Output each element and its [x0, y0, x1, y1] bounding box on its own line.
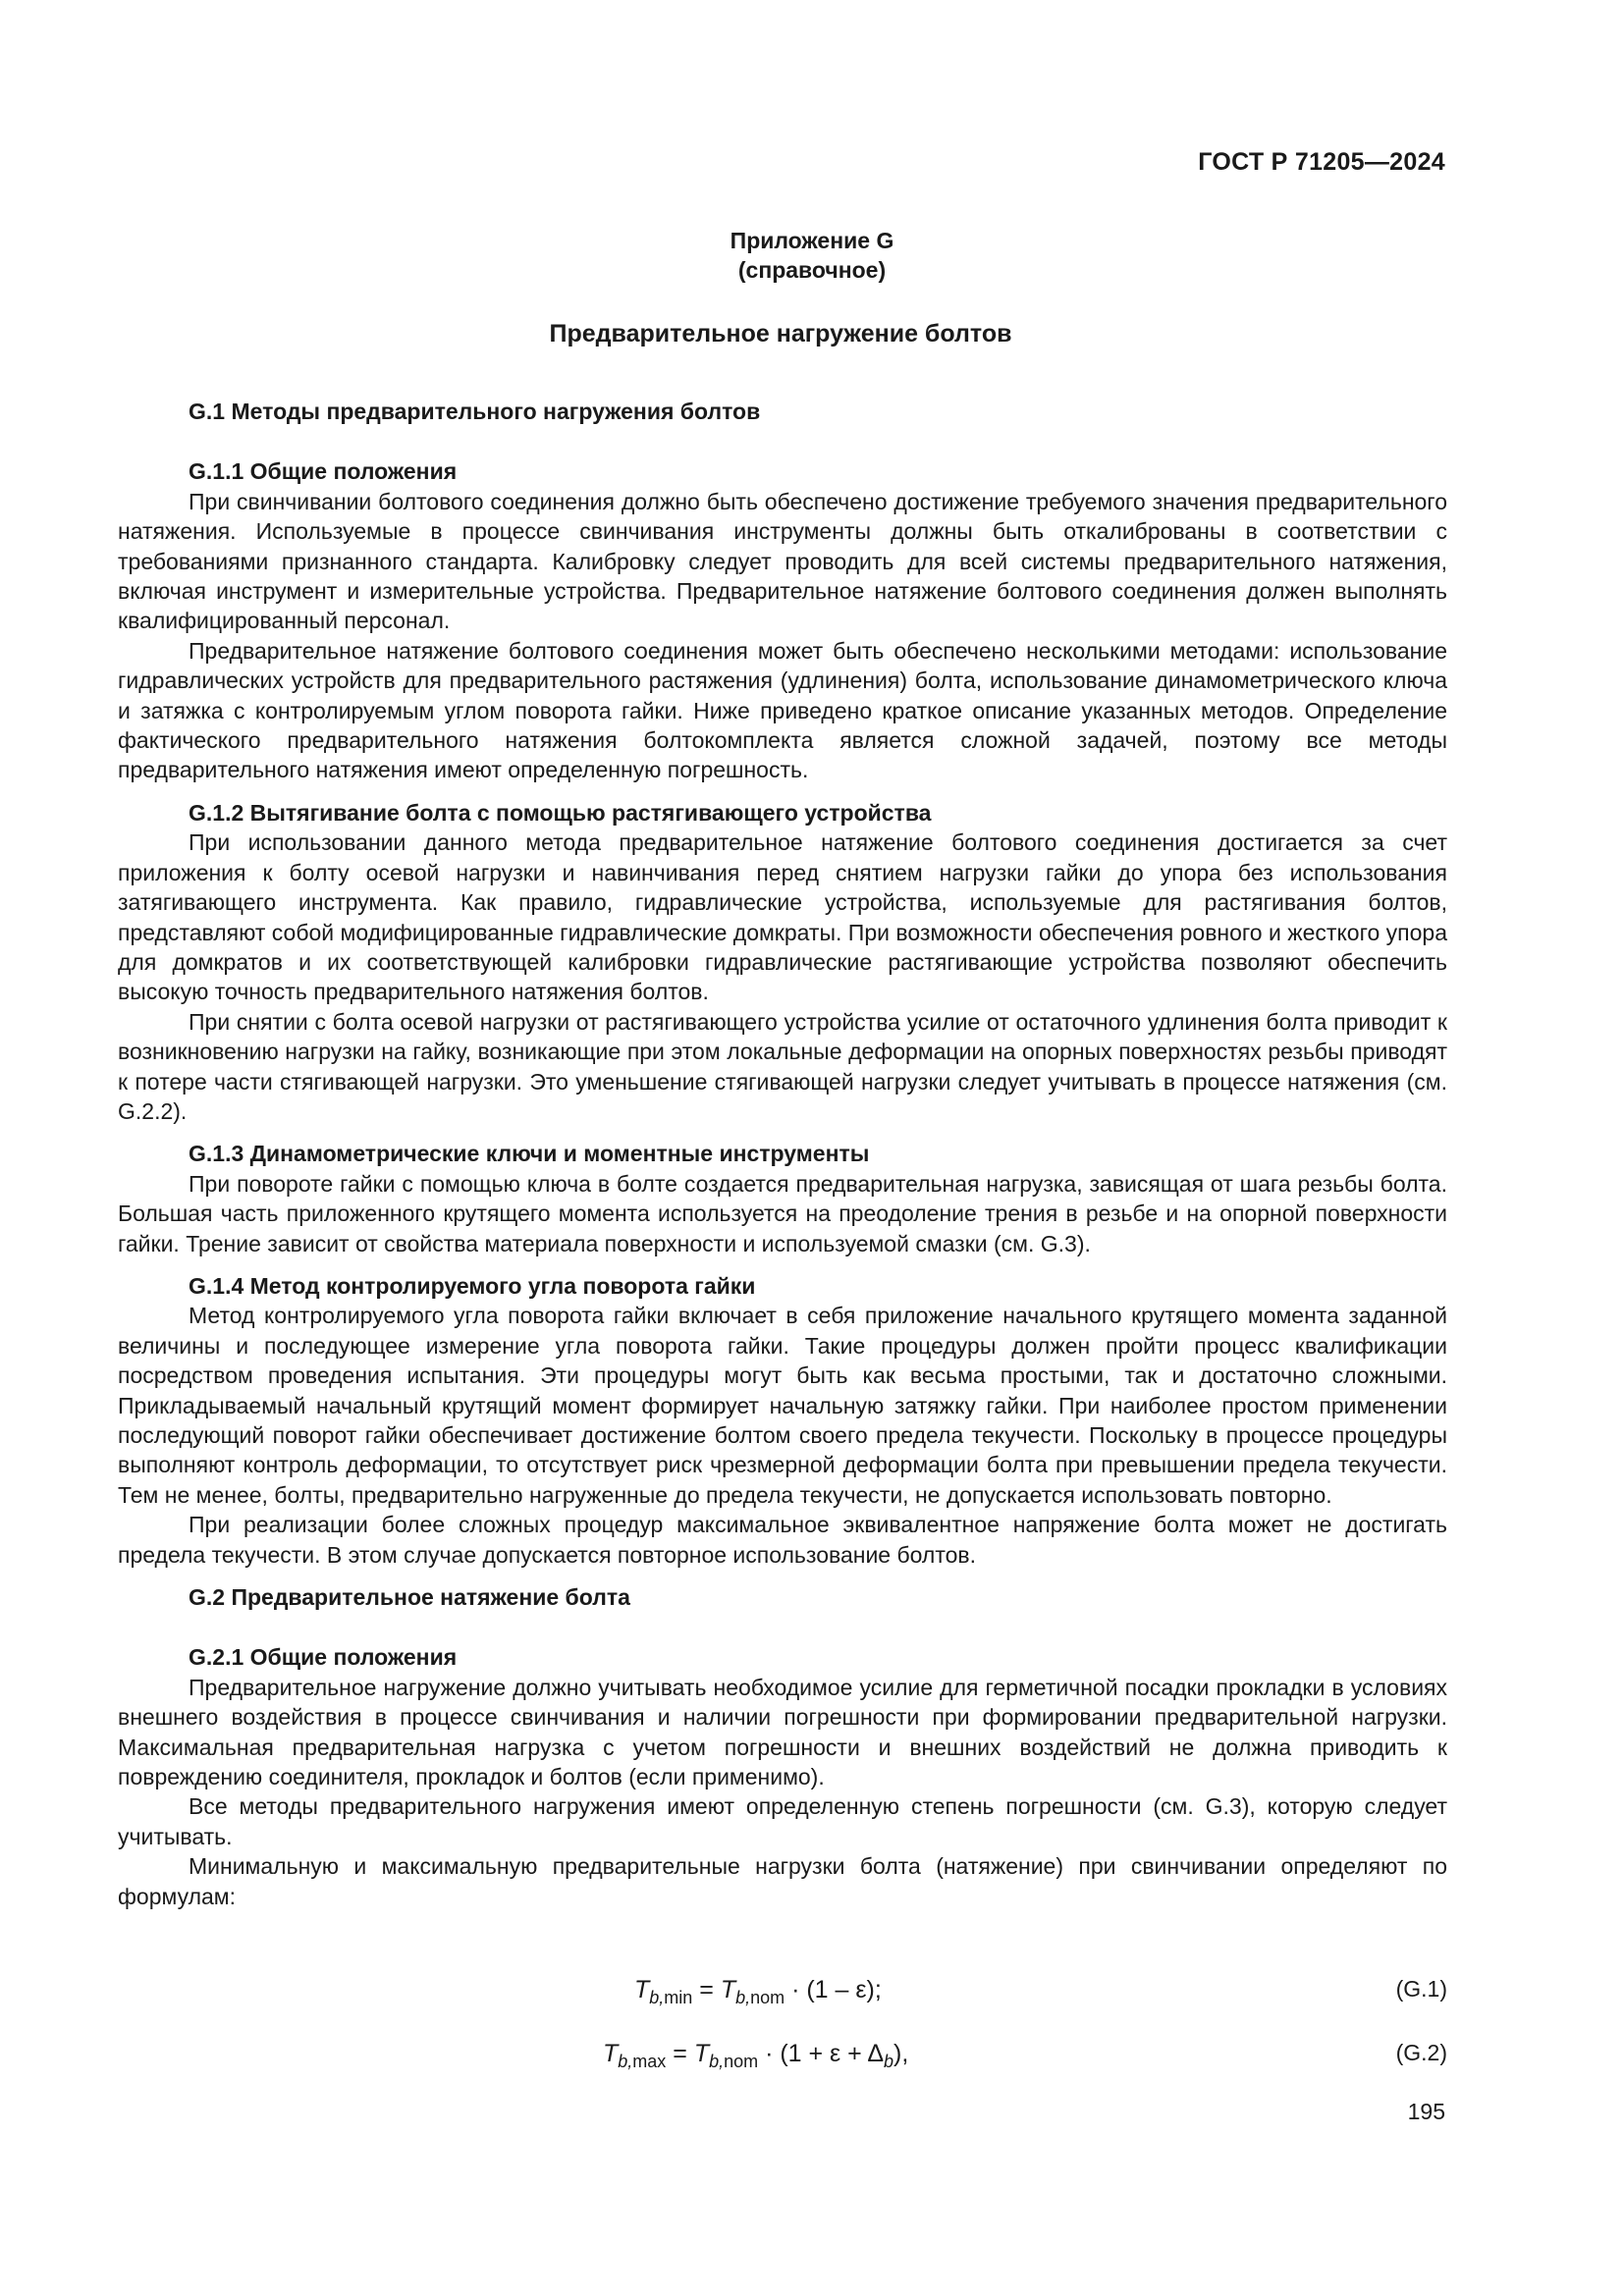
paragraph: При повороте гайки с помощью ключа в болте создается предварительная нагрузка, зависящая от шага резьбы болта. Большая часть приложенного крутящего момента используется на преодоление трения в резьбе и на опорной поверхности гайки. Трение зависит от свойства материала поверхности и используемой смазки (см. G.3).: [118, 1170, 1447, 1256]
section-heading-g2: G.2 Предварительное натяжение болта: [189, 1584, 630, 1611]
subsection-heading-g12: G.1.2 Вытягивание болта с помощью растягивающего устройства: [189, 799, 932, 826]
standard-designation: ГОСТ Р 71205—2024: [1198, 148, 1445, 176]
paragraph: Все методы предварительного нагружения имеют определенную степень погрешности (см. G.3), которую следует учитывать.: [118, 1793, 1447, 1849]
paragraph: При свинчивании болтового соединения должно быть обеспечено достижение требуемого значения предварительного натяжения. Используемые в процессе свинчивания инструменты должны быть откалиброваны в соответствии с требованиями признанного стандарта. Калибровку следует проводить для всей системы предварительного натяжения, включая инструмент и измерительные устройства. Предварительное натяжение болтового соединения должен выполнять квалифицированный персонал.: [118, 488, 1447, 634]
formula-expression: $T_{b,max} = T_{b,nom} \cdot (1 + \varepsilon + \Delta_b)$,: [603, 2040, 909, 2071]
paragraph: При реализации более сложных процедур максимальное эквивалентное напряжение болта может не достигать предела текучести. В этом случае допускается повторное использование болтов.: [118, 1512, 1447, 1568]
subsection-heading-g13: G.1.3 Динамометрические ключи и моментные инструменты: [189, 1141, 870, 1167]
paragraph: Минимальную и максимальную предварительные нагрузки болта (натяжение) при свинчивании определяют по формулам:: [118, 1853, 1447, 1909]
section-heading-g1: G.1 Методы предварительного нагружения болтов: [189, 399, 761, 424]
annex-status: (справочное): [737, 257, 887, 283]
page-number: 195: [1407, 2099, 1445, 2124]
annex-label: Приложение G: [730, 228, 894, 253]
subsection-heading-g21: G.2.1 Общие положения: [189, 1644, 458, 1671]
paragraph: Предварительное нагружение должно учитывать необходимое усилие для герметичной посадки прокладки в условиях внешнего воздействия в процессе свинчивания и наличии погрешности при формировании предварительной нагрузки. Максимальная предварительная нагрузка с учетом погрешности и внешних воздействий не должна приводить к повреждению соединителя, прокладок и болтов (если применимо).: [118, 1674, 1447, 1790]
formula-number: (G.1): [1395, 1976, 1447, 2002]
annex-title: Предварительное нагружение болтов: [549, 320, 1012, 347]
paragraph: Метод контролируемого угла поворота гайки включает в себя приложение начального крутящего момента заданной величины и последующее измерение угла поворота гайки. Такие процедуры должен пройти процесс квалификации посредством проведения испытания. Эти процедуры могут быть как весьма простыми, так и достаточно сложными. Прикладываемый начальный крутящий момент формирует начальную затяжку гайки. При наиболее простом применении последующий поворот гайки обеспечивает достижение болтом своего предела текучести. Поскольку в процессе процедуры выполняют контроль деформации, то отсутствует риск чрезмерной деформации болта при превышении предела текучести. Тем не менее, болты, предварительно нагруженные до предела текучести, не допускается использовать повторно.: [118, 1303, 1447, 1508]
subsection-heading-g14: G.1.4 Метод контролируемого угла поворота гайки: [189, 1272, 756, 1299]
subsection-heading-g11: G.1.1 Общие положения: [189, 458, 458, 485]
paragraph: При снятии с болта осевой нагрузки от растягивающего устройства усилие от остаточного удлинения болта приводит к возникновению нагрузки на гайку, возникающие при этом локальные деформации на опорных поверхностях резьбы приводят к потере части стягивающей нагрузки. Это уменьшение стягивающей нагрузки следует учитывать в процессе натяжения (см. G.2.2).: [118, 1008, 1447, 1124]
formula-expression: $T_{b,min} = T_{b,nom} \cdot (1 - \varepsilon)$;: [634, 1976, 882, 2007]
paragraph: Предварительное натяжение болтового соединения может быть обеспечено несколькими методами: использование гидравлических устройств для предварительного растяжения (удлинения) болта, использование динамометрического ключа и затяжка с контролируемым углом поворота гайки. Ниже приведено краткое описание указанных методов. Определение фактического предварительного натяжения болтокомплекта является сложной задачей, поэтому все методы предварительного натяжения имеют определенную погрешность.: [118, 637, 1447, 783]
paragraph: При использовании данного метода предварительное натяжение болтового соединения достигается за счет приложения к болту осевой нагрузки и навинчивания перед снятием нагрузки гайки до упора без использования затягивающего инструмента. Как правило, гидравлические устройства, используемые для растягивания болтов, представляют собой модифицированные гидравлические домкраты. При возможности обеспечения ровного и жесткого упора для домкратов и их соответствующей калибровки гидравлические растягивающие устройства позволяют обеспечить высокую точность предварительного натяжения болтов.: [118, 829, 1447, 1005]
document-body: [118, 397, 1447, 1911]
formula-number: (G.2): [1395, 2040, 1447, 2065]
